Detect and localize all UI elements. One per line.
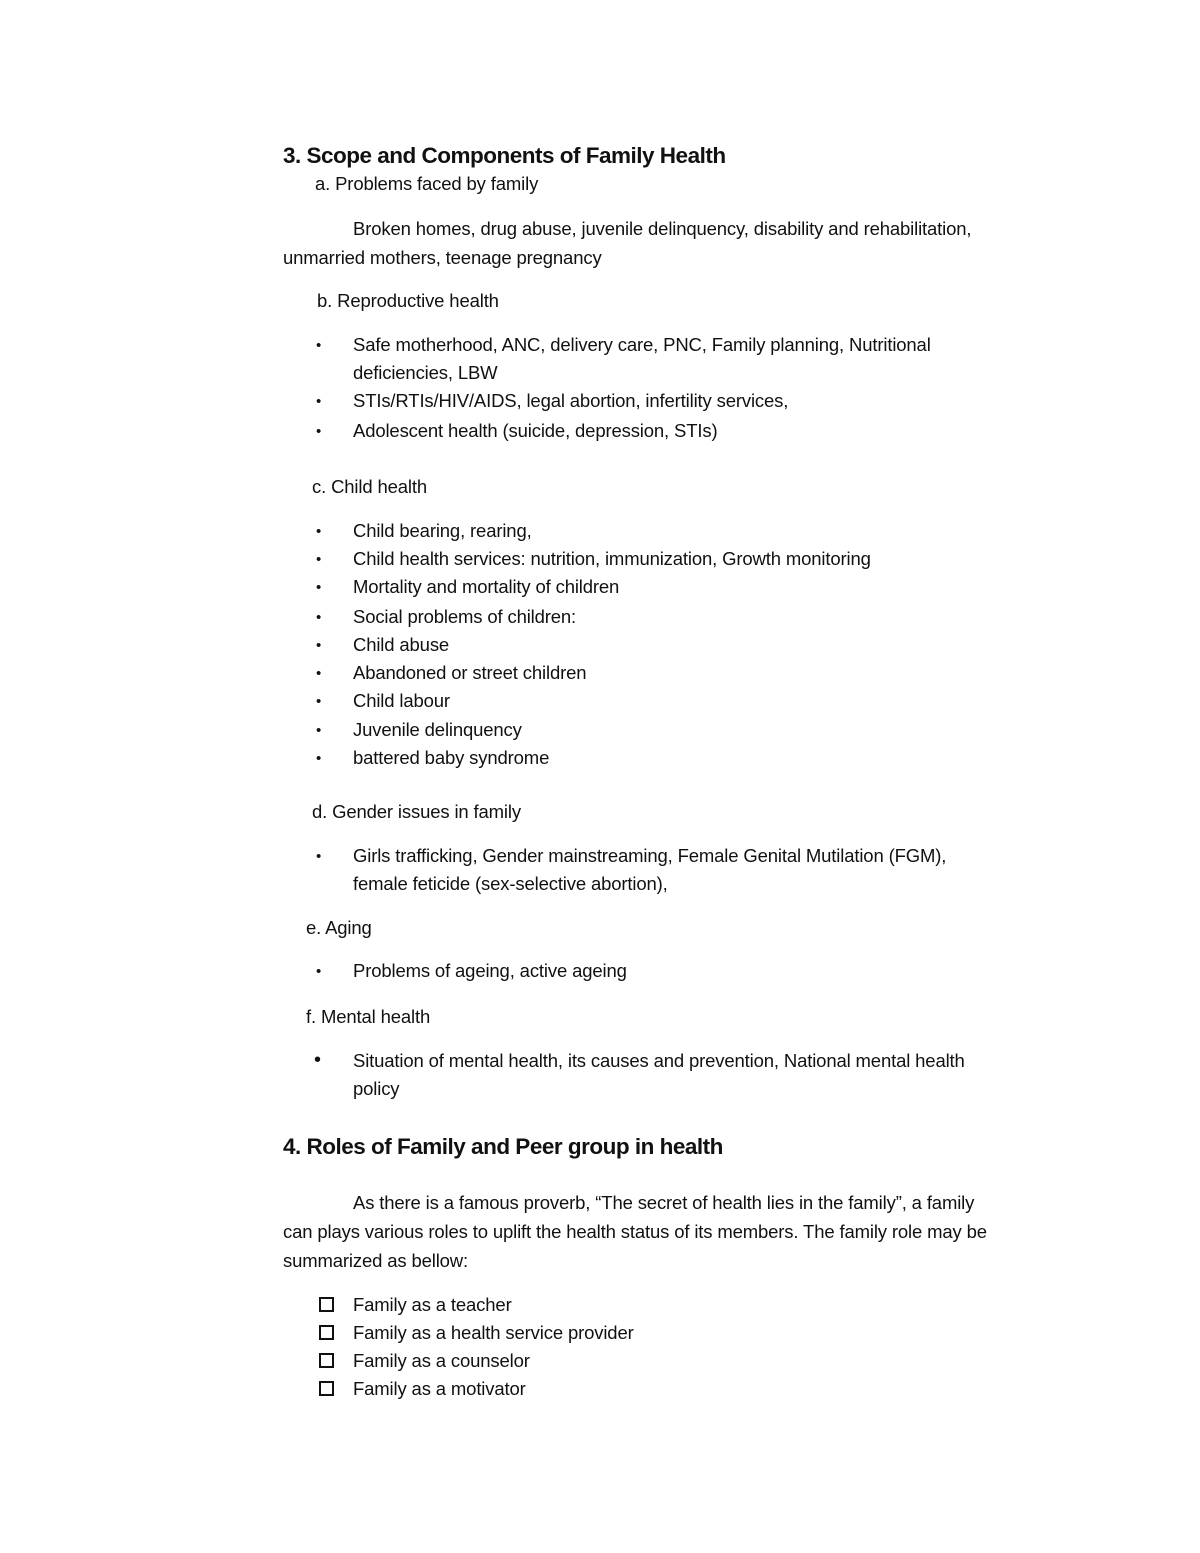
role-list-item: Family as a health service provider [353, 1322, 634, 1343]
role-list-item: Family as a counselor [353, 1350, 530, 1371]
section-4-paragraph-line-1: As there is a famous proverb, “The secret of health lies in the family”, a family [353, 1192, 975, 1213]
list-item-continuation: policy [353, 1078, 400, 1099]
subsection-b-label: b. Reproductive health [317, 290, 499, 311]
subsection-d-label: d. Gender issues in family [312, 801, 521, 822]
bullet-icon: • [316, 693, 322, 710]
bullet-icon: • [316, 551, 322, 568]
subsection-c-label: c. Child health [312, 476, 427, 497]
checkbox-square-icon [319, 1353, 334, 1368]
checkbox-square-icon [319, 1325, 334, 1340]
list-item: Abandoned or street children [353, 662, 587, 683]
list-item: Mortality and mortality of children [353, 576, 620, 597]
subsection-e-label: e. Aging [306, 917, 372, 938]
list-item: Safe motherhood, ANC, delivery care, PNC, Family planning, Nutritional [353, 334, 931, 355]
list-item: battered baby syndrome [353, 747, 550, 768]
section-4-paragraph-line-2: can plays various roles to uplift the health status of its members. The family role may be [283, 1221, 987, 1242]
list-item: Child labour [353, 690, 450, 711]
subsection-a-label: a. Problems faced by family [315, 173, 539, 194]
list-item: Child health services: nutrition, immunization, Growth monitoring [353, 548, 871, 569]
checkbox-square-icon [319, 1381, 334, 1396]
bullet-icon: • [316, 848, 322, 865]
subsection-f-label: f. Mental health [306, 1006, 431, 1027]
list-item: Child abuse [353, 634, 450, 655]
bullet-icon: • [316, 963, 322, 980]
list-item-continuation: deficiencies, LBW [353, 362, 498, 383]
role-list-item: Family as a teacher [353, 1294, 512, 1315]
bullet-icon: • [316, 579, 322, 596]
role-list-item: Family as a motivator [353, 1378, 526, 1399]
bullet-icon: • [316, 523, 322, 540]
list-item: STIs/RTIs/HIV/AIDS, legal abortion, infertility services, [353, 390, 789, 411]
subsection-a-paragraph-line-2: unmarried mothers, teenage pregnancy [283, 247, 602, 268]
section-4-paragraph-line-3: summarized as bellow: [283, 1250, 469, 1271]
list-item: Child bearing, rearing, [353, 520, 532, 541]
list-item: Problems of ageing, active ageing [353, 960, 627, 981]
bullet-icon: • [316, 637, 322, 654]
list-item: Adolescent health (suicide, depression, STIs) [353, 420, 718, 441]
bullet-icon: • [316, 609, 322, 626]
section-3-heading: 3. Scope and Components of Family Health [283, 143, 726, 168]
list-item-continuation: female feticide (sex-selective abortion), [353, 873, 668, 894]
bullet-icon: • [316, 337, 322, 354]
list-item: Social problems of children: [353, 606, 577, 627]
section-4-heading: 4. Roles of Family and Peer group in health [283, 1134, 723, 1159]
bullet-icon: • [316, 722, 322, 739]
checkbox-square-icon [319, 1297, 334, 1312]
bullet-icon: • [316, 393, 322, 410]
bullet-icon: • [316, 750, 322, 767]
subsection-a-paragraph-line-1: Broken homes, drug abuse, juvenile delinquency, disability and rehabilitation, [353, 218, 972, 239]
bullet-icon: • [316, 423, 322, 440]
list-item: Situation of mental health, its causes and prevention, National mental health [353, 1050, 965, 1071]
bullet-icon: • [314, 1049, 322, 1071]
list-item: Juvenile delinquency [353, 719, 522, 740]
bullet-icon: • [316, 665, 322, 682]
list-item: Girls trafficking, Gender mainstreaming, Female Genital Mutilation (FGM), [353, 845, 947, 866]
